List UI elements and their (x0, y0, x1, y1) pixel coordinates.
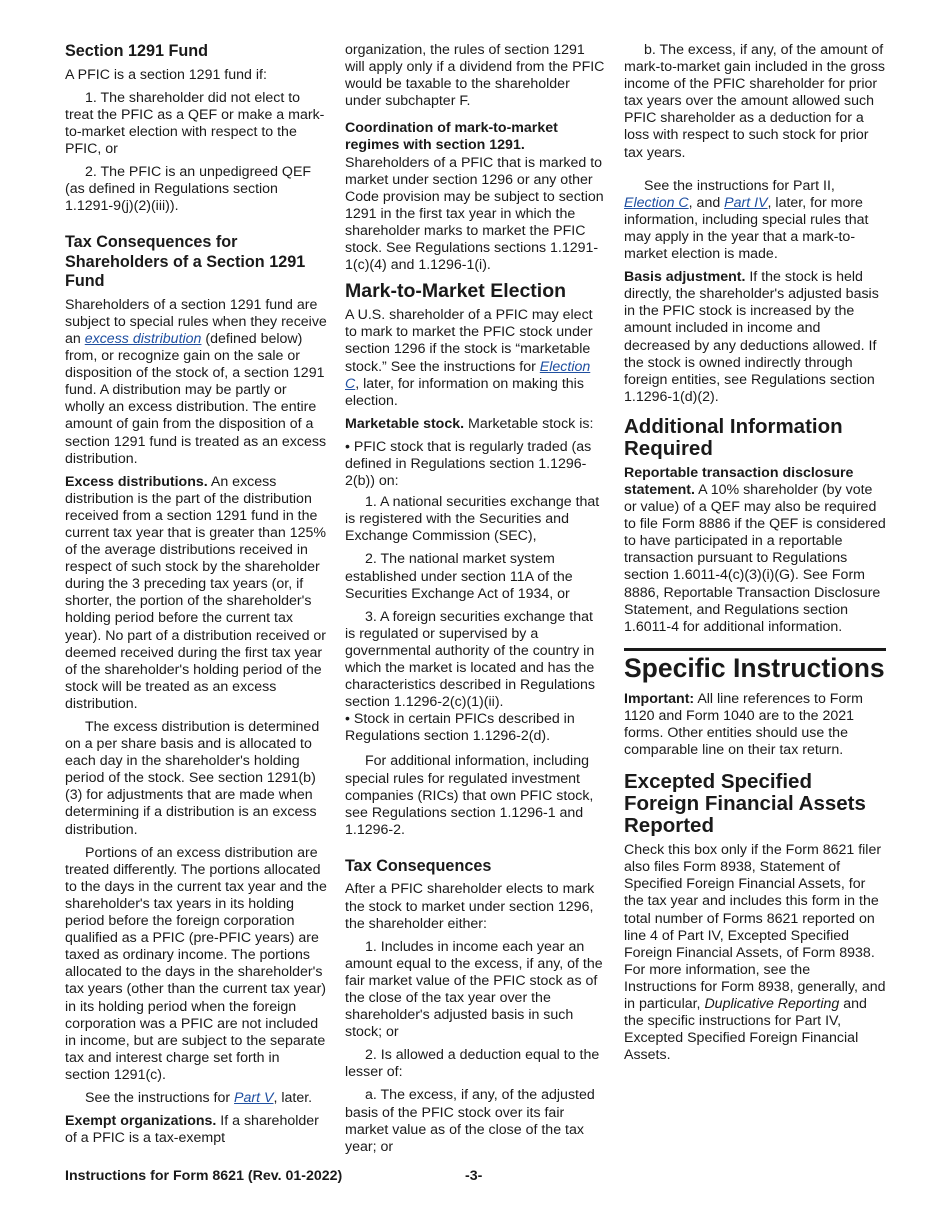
paragraph: Basis adjustment. If the stock is held directly, the shareholder's adjusted basis in the PFIC stock is increased by the amount included in income and decreased by any deductions allowed. If the stock is owned indirectly through foreign entities, see Regulations section 1.1296-1(d)(2). (624, 269, 879, 405)
paragraph: For additional information, including special rules for regulated investment companies (RICs) that own PFIC stock, see Regulations section 1.1296-1 and 1.1296-2. (345, 753, 594, 838)
numbered-item: 1. A national securities exchange that is registered with the Securities and Exchange Commission (SEC), (345, 494, 600, 545)
lead-in: Excess distributions. (65, 473, 208, 490)
paragraph: b. The excess, if any, of the amount of mark-to-market gain included in the gross income of the PFIC shareholder for prior tax years over the amount allowed such PFIC shareholder as a deduction for a loss with respect to such stock for prior tax years. (624, 42, 886, 161)
column-middle (345, 42, 607, 1162)
paragraph: 2. The PFIC is an unpedigreed QEF (as defined in Regulations section 1.1291-9(j)(2)(iii)). (65, 163, 312, 215)
paragraph: 1. The shareholder did not elect to treat the PFIC as a QEF or make a mark-to-market election with respect to the PFIC, or (65, 89, 325, 157)
column-right (624, 42, 886, 1070)
election-c-link[interactable]: Election C (624, 194, 689, 211)
paragraph: Reportable transaction disclosure statement. A 10% shareholder (by vote or value) of a QEF may also be required to file Form 8886 if the QEF is considered to have participated in a reportable transaction pursuant to Regulations section 1.6011-4(c)(3)(i)(G). See Form 8886, Reportable Transaction Disclosure Statement, and Regulations section 1.6011-4 for additional information. (624, 464, 886, 635)
heading-tax-consequences: Tax Consequences (345, 856, 492, 875)
numbered-item: 3. A foreign securities exchange that is regulated or supervised by a governmental authority of the country in which the market is located and has the characteristics described in Regulations section 1.1296-2(c)(1)(ii). (345, 608, 595, 711)
heading-section-1291-fund: Section 1291 Fund (65, 42, 209, 60)
paragraph: Important: All line references to Form 1120 and Form 1040 are to the 2021 forms. Other entities should use the comparable line on their tax return. (624, 690, 863, 759)
paragraph: Marketable stock. Marketable stock is: (345, 415, 594, 432)
bullet-item: • PFIC stock that is regularly traded (as defined in Regulations section 1.1296-2(b)) on: (345, 439, 607, 490)
paragraph: 1. Includes in income each year an amount equal to the excess, if any, of the fair market value of the PFIC stock as of the close of the tax year over the shareholder's adjusted basis in such stock; or (345, 938, 603, 1041)
lead-in: Marketable stock. (345, 415, 465, 432)
part-v-link[interactable]: Part V (234, 1089, 274, 1106)
paragraph: A U.S. shareholder of a PFIC may elect to mark to market the PFIC stock under section 1296 if the stock is “marketable stock.” See the instructions for Election C, later, for information on making this election. (345, 307, 593, 409)
part-iv-link[interactable]: Part IV (724, 194, 768, 211)
lead-in: Exempt organizations. (65, 1113, 217, 1130)
paragraph: a. The excess, if any, of the adjusted basis of the PFIC stock over its fair market value as of the close of the tax year; or (345, 1087, 595, 1155)
paragraph: The excess distribution is determined on a per share basis and is allocated to each day in the shareholder's holding period of the stock. See section 1291(b)(3) for adjustments that are made when determining if a distribution is an excess distribution. (65, 719, 320, 838)
election-c-link[interactable]: Election C (345, 358, 591, 392)
paragraph: Check this box only if the Form 8621 filer also files Form 8938, Statement of Specified Foreign Financial Assets, for the tax year and includes this form in the total number of Forms 8621 reported on line 4 of Part IV, Excepted Specified Foreign Financial Assets, of Form 8938. For more information, see the Instructions for Form 8938, generally, and in particular, Duplicative Reporting and the specific instructions for Part IV, Excepted Specified Foreign Financial Assets. (624, 842, 886, 1064)
paragraph: Shareholders of a section 1291 fund are subject to special rules when they receive an excess distribution (defined below) from, or recognize gain on the sale or disposition of the stock of, a section 1291 fund. A distribution may be partly or wholly an excess distribution. The entire amount of gain from the disposition of a section 1291 fund is treated as an excess distribution. (65, 296, 327, 467)
heading-tax-consequences-1291: Tax Consequences for Shareholders of a Section 1291 Fund (65, 233, 306, 291)
lead-in: Important: (624, 690, 695, 707)
paragraph: Excess distributions. An excess distribution is the part of the distribution received from a section 1291 fund in the current tax year that is greater than 125% of the average distributions received in respect of such stock by the shareholder during the 3 preceding tax years (or, if shorter, the portion of the shareholder's holding period before the current tax year). No part of a distribution received or deemed received during the first tax year of the shareholder's holding period of the stock will be treated as an excess distribution. (65, 473, 327, 712)
paragraph: Portions of an excess distribution are treated differently. The portions allocated to the days in the current tax year and the shareholder's tax years in its holding period before the foreign corporation qualified as a PFIC (pre-PFIC years) are taxed as ordinary income. The portions allocated to the days in the shareholder's tax years (other than the current tax year) in its holding period when the foreign corporation was a PFIC are not included in income, but are subject to the separate tax and interest charge set forth in section 1291(c). (65, 844, 327, 1083)
heading-mark-to-market-election: Mark-to-Market Election (345, 280, 567, 303)
heading-additional-information: Additional Information Required (624, 414, 843, 460)
excess-distribution-link[interactable]: excess distribution (84, 330, 202, 347)
paragraph: Coordination of mark-to-market regimes with section 1291. Shareholders of a PFIC that is marked to market under section 1296 or any other Code provision may be subject to section 1291 in the first tax year in which the shareholder marks to market the PFIC stock. See Regulations sections 1.1291-1(c)(4) and 1.1296-1(i). (345, 120, 604, 274)
paragraph: After a PFIC shareholder elects to mark the stock to market under section 1296, the shareholder either: (345, 881, 595, 932)
paragraph: A PFIC is a section 1291 fund if: (65, 66, 267, 83)
numbered-item: 2. The national market system established under section 11A of the Securities Exchange Act of 1934, or (345, 551, 573, 602)
page-number: -3- (465, 1168, 483, 1184)
paragraph: See the instructions for Part V, later. (85, 1089, 313, 1106)
lead-in: Coordination of mark-to-market regimes with section 1291. (345, 120, 558, 154)
paragraph: organization, the rules of section 1291 will apply only if a dividend from the PFIC would be taxable to the shareholder under subchapter F. (345, 42, 605, 110)
lead-in: Reportable transaction disclosure statement. (624, 464, 854, 498)
duplicative-reporting-emphasis: Duplicative Reporting (704, 996, 840, 1013)
paragraph: Exempt organizations. If a shareholder of a PFIC is a tax-exempt (65, 1113, 319, 1147)
footer-form-title: Instructions for Form 8621 (Rev. 01-2022) (65, 1168, 343, 1184)
paragraph: See the instructions for Part II, Election C, and Part IV, later, for more information, including special rules that may apply in the year that a mark-to-market election is made. (624, 177, 869, 263)
bullet-item: • Stock in certain PFICs described in Regulations section 1.1296-2(d). (345, 711, 607, 745)
lead-in: Basis adjustment. (624, 269, 746, 286)
column-left (65, 42, 327, 1153)
heading-specific-instructions: Specific Instructions (624, 652, 885, 683)
paragraph: 2. Is allowed a deduction equal to the lesser of: (345, 1047, 600, 1081)
heading-excepted-assets: Excepted Specified Foreign Financial Assets Reported (624, 770, 866, 838)
